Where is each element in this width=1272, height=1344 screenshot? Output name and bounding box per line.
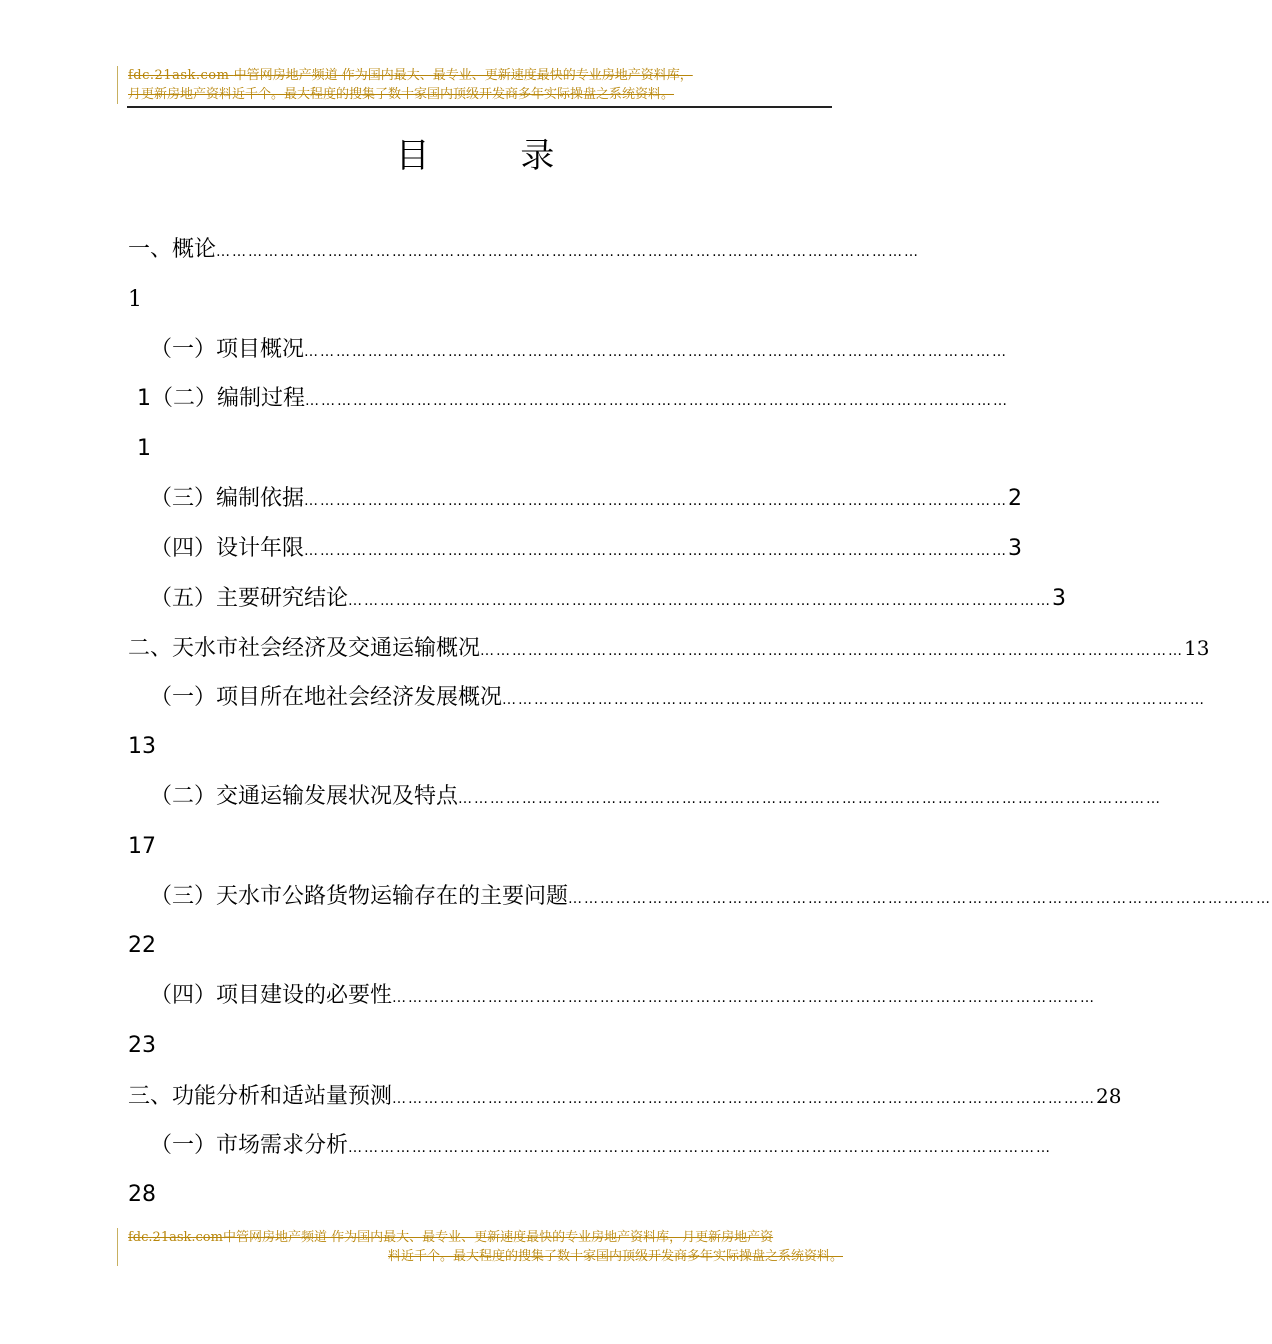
toc-entry[interactable] xyxy=(150,533,1023,565)
toc-entry[interactable] xyxy=(150,334,1009,366)
dot-leader: …………………………………………………………………………………………………………………… xyxy=(304,344,1009,360)
dot-leader: …………………………………………………………………………………………………………………… xyxy=(304,493,1009,509)
toc-entry[interactable] xyxy=(128,234,921,266)
toc-label: 1（二）编制过程 xyxy=(137,386,305,411)
toc-page-number: 23 xyxy=(128,1033,156,1058)
page-title: 目 录 xyxy=(395,136,595,176)
toc-label: （三）天水市公路货物运输存在的主要问题 xyxy=(150,884,569,909)
toc-label: 二、天水市社会经济及交通运输概况 xyxy=(128,636,481,661)
footer-text-1: 中管网房地产频道 作为国内最大、最专业、更新速度最快的专业房地产资料库，月更新房地产资 xyxy=(222,1230,774,1245)
header-line-2: 月更新房地产资料近千个。最大程度的搜集了数十家国内顶级开发商多年实际操盘之系统资料。 xyxy=(128,87,675,102)
dot-leader: …………………………………………………………………………………………………………………… xyxy=(348,593,1053,609)
toc-label: （四）项目建设的必要性 xyxy=(150,983,393,1008)
dot-leader: …………………………………………………………………………………………………………………… xyxy=(480,643,1185,659)
toc-entry[interactable] xyxy=(150,1130,1053,1162)
toc-label: （一）市场需求分析 xyxy=(150,1133,349,1158)
toc-page-number: 22 xyxy=(128,933,156,958)
toc-entry[interactable] xyxy=(150,483,1023,515)
toc-label: （一）项目概况 xyxy=(150,337,305,362)
toc-page-number: 13 xyxy=(128,734,156,759)
toc-entry[interactable] xyxy=(128,1080,1122,1112)
toc-page-number: 3 xyxy=(1008,536,1023,561)
dot-leader: …………………………………………………………………………………………………………………… xyxy=(304,543,1009,559)
toc-page-number: 2 xyxy=(1008,486,1023,511)
dot-leader: …………………………………………………………………………………………………………………… xyxy=(458,791,1163,807)
dot-leader: …………………………………………………………………………………………………………………… xyxy=(305,393,1009,409)
footer-line-1 xyxy=(128,1228,843,1247)
dot-leader: …………………………………………………………………………………………………………………… xyxy=(216,244,921,260)
toc-entry[interactable] xyxy=(150,781,1163,813)
toc-page-number: 13 xyxy=(1184,636,1210,660)
toc-label: 三、功能分析和适站量预测 xyxy=(128,1084,393,1109)
toc-label: （二）交通运输发展状况及特点 xyxy=(150,784,459,809)
dot-leader: …………………………………………………………………………………………………………………… xyxy=(502,692,1207,708)
page-footer xyxy=(117,1228,843,1266)
toc-entry[interactable] xyxy=(150,881,1272,913)
toc-label: （三）编制依据 xyxy=(150,486,305,511)
dot-leader: …………………………………………………………………………………………………………………… xyxy=(392,1091,1097,1107)
header-site-link[interactable]: fdc.21ask.com xyxy=(128,68,230,83)
toc-entry[interactable] xyxy=(150,682,1207,714)
toc-page-number: 28 xyxy=(1096,1084,1122,1108)
toc-entry[interactable] xyxy=(150,583,1067,615)
toc-page-number: 28 xyxy=(128,1182,156,1207)
toc-entry[interactable] xyxy=(150,980,1097,1012)
dot-leader: …………………………………………………………………………………………………………………… xyxy=(392,990,1097,1006)
header-text-1: 中管网房地产频道 作为国内最大、最专业、更新速度最快的专业房地产资料库， xyxy=(233,68,693,83)
toc-page-number: 1 xyxy=(137,436,151,461)
toc-label: （五）主要研究结论 xyxy=(150,586,349,611)
toc-page-number: 3 xyxy=(1052,586,1067,611)
dot-leader: …………………………………………………………………………………………………………………… xyxy=(568,891,1272,907)
toc-label: 一、概论 xyxy=(128,237,217,262)
toc-entry[interactable] xyxy=(137,383,1009,415)
dot-leader: …………………………………………………………………………………………………………………… xyxy=(348,1140,1053,1156)
toc-page-number: 17 xyxy=(128,834,156,859)
footer-line-2: 料近千个。最大程度的搜集了数十家国内顶级开发商多年实际操盘之系统资料。 xyxy=(387,1249,843,1264)
toc-entry[interactable] xyxy=(128,632,1210,664)
toc-label: （一）项目所在地社会经济发展概况 xyxy=(150,685,503,710)
toc-label: （四）设计年限 xyxy=(150,536,305,561)
toc-page-number: 1 xyxy=(128,287,142,312)
footer-site-link[interactable]: fdc.21ask.com xyxy=(128,1230,223,1245)
